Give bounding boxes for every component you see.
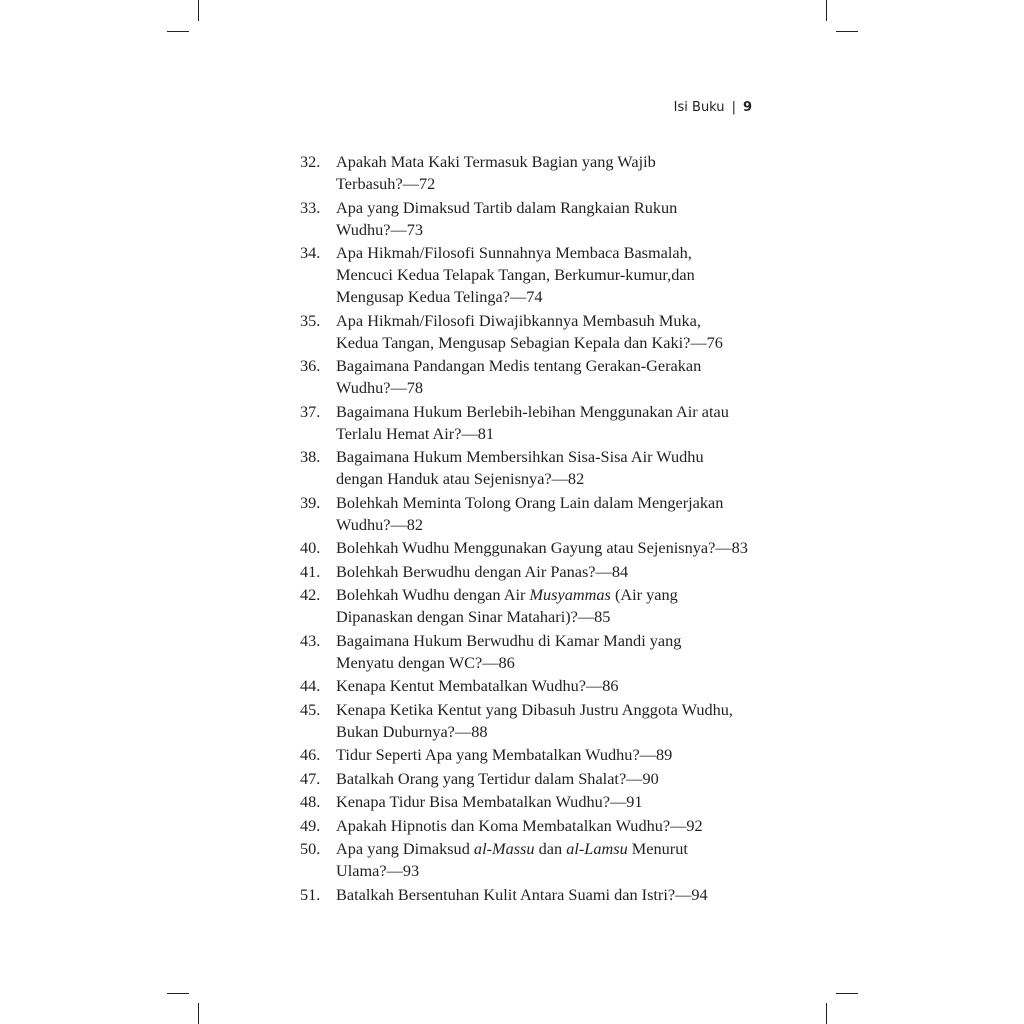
entry-title (336, 768, 770, 790)
entry-line (336, 630, 770, 652)
toc-entry (300, 744, 770, 766)
toc-entry (300, 838, 770, 882)
entry-number: 33. (300, 197, 321, 217)
entry-line (336, 286, 770, 308)
toc-entry (300, 446, 770, 490)
text-segment: Mencuci Kedua Telapak Tangan, Berkumur-kumur,dan (336, 265, 695, 284)
text-segment: Batalkah Orang yang Tertidur dalam Shalat?—90 (336, 768, 659, 788)
entry-line (336, 377, 770, 399)
text-segment: Menurut (627, 839, 688, 858)
entry-line (336, 584, 770, 606)
text-segment: Apa Hikmah/Filosofi Sunnahnya Membaca Basmalah, (336, 243, 692, 262)
entry-line (336, 791, 770, 813)
entry-line (336, 332, 770, 354)
entry-line (336, 264, 770, 286)
text-segment: Bagaimana Hukum Berlebih-lebihan Menggunakan Air atau (336, 401, 729, 421)
entry-line (336, 860, 770, 882)
entry-title (336, 197, 770, 241)
entry-line (336, 446, 770, 468)
entry-title (336, 561, 770, 583)
text-segment: Ulama?—93 (336, 861, 420, 880)
text-segment: Wudhu?—78 (336, 378, 424, 397)
entry-line (336, 173, 770, 195)
entry-line (336, 355, 770, 377)
entry-line (336, 401, 770, 423)
entry-line (336, 699, 770, 721)
entry-number: 36. (300, 356, 321, 375)
entry-line (336, 537, 770, 559)
text-segment: Tidur Seperti Apa yang Membatalkan Wudhu?—89 (336, 745, 673, 764)
text-segment: Wudhu?—73 (336, 219, 424, 239)
text-segment: Apa yang Dimaksud Tartib dalam Rangkaian Rukun (336, 197, 678, 217)
toc-entry (300, 492, 770, 536)
entry-number: 43. (300, 630, 321, 650)
entry-line (336, 197, 770, 219)
entry-title (336, 446, 770, 490)
entry-line (336, 606, 770, 628)
entry-title (336, 815, 770, 837)
text-segment: Bagaimana Pandangan Medis tentang Gerakan-Gerakan (336, 356, 702, 375)
page-number: 9 (742, 100, 752, 115)
running-header (674, 100, 752, 115)
entry-line (336, 884, 770, 906)
header-separator: | (731, 100, 736, 115)
entry-number: 32. (300, 152, 321, 171)
entry-number: 39. (300, 492, 321, 512)
entry-title (336, 791, 770, 813)
toc-entry (300, 699, 770, 743)
entry-title (336, 630, 770, 674)
text-segment: Bukan Duburnya?—88 (336, 721, 488, 741)
entry-number: 51. (300, 884, 321, 904)
entry-title (336, 401, 770, 445)
text-segment: Apakah Mata Kaki Termasuk Bagian yang Wajib (336, 152, 656, 171)
toc-entry (300, 310, 770, 354)
entry-title (336, 744, 770, 766)
entry-number: 37. (300, 401, 321, 421)
text-segment: Bagaimana Hukum Berwudhu di Kamar Mandi yang (336, 630, 682, 650)
crop-mark (836, 993, 858, 994)
text-segment: Kenapa Ketika Kentut yang Dibasuh Justru Anggota Wudhu, (336, 699, 733, 719)
italic-term: al-Lamsu (566, 839, 628, 858)
toc-entry (300, 151, 770, 195)
text-segment: (Air yang (610, 585, 678, 604)
entry-title (336, 355, 770, 399)
entry-title (336, 838, 770, 882)
text-segment: Bolehkah Wudhu Menggunakan Gayung atau Sejenisnya?—83 (336, 538, 748, 557)
text-segment: Menyatu dengan WC?—86 (336, 652, 515, 672)
text-segment: dengan Handuk atau Sejenisnya?—82 (336, 469, 585, 488)
text-segment: Wudhu?—82 (336, 514, 424, 534)
toc-entry (300, 815, 770, 837)
text-segment: Bolehkah Wudhu dengan Air (336, 585, 530, 604)
entry-number: 48. (300, 792, 321, 811)
entry-title (336, 537, 770, 559)
entry-line (336, 310, 770, 332)
toc-entry (300, 768, 770, 790)
entry-number: 35. (300, 310, 321, 330)
entry-title (336, 699, 770, 743)
entry-line (336, 815, 770, 837)
text-segment: Apa Hikmah/Filosofi Diwajibkannya Membasuh Muka, (336, 310, 701, 330)
toc-entry (300, 884, 770, 906)
text-segment: Apakah Hipnotis dan Koma Membatalkan Wudhu?—92 (336, 815, 703, 835)
entry-number: 40. (300, 538, 321, 557)
entry-number: 44. (300, 676, 321, 695)
entry-number: 34. (300, 243, 321, 262)
toc-entry (300, 630, 770, 674)
entry-line (336, 242, 770, 264)
entry-line (336, 675, 770, 697)
text-segment: Bagaimana Hukum Membersihkan Sisa-Sisa Air Wudhu (336, 447, 704, 466)
crop-mark (198, 1003, 199, 1024)
entry-number: 49. (300, 815, 321, 835)
entry-number: 46. (300, 745, 321, 764)
toc-entry (300, 584, 770, 628)
section-title: Isi Buku (673, 100, 725, 115)
entry-title (336, 884, 770, 906)
entry-title (336, 310, 770, 354)
entry-line (336, 652, 770, 674)
entry-line (336, 838, 770, 860)
entry-number: 42. (300, 585, 321, 604)
toc-entry (300, 355, 770, 399)
crop-mark (167, 993, 189, 994)
crop-mark (198, 0, 199, 21)
entry-title (336, 584, 770, 628)
entry-line (336, 768, 770, 790)
toc-entry (300, 675, 770, 697)
italic-term: al-Massu (473, 839, 535, 858)
text-segment: Terbasuh?—72 (336, 174, 436, 193)
table-of-contents (300, 151, 770, 907)
crop-mark (836, 31, 858, 32)
crop-mark (826, 1003, 827, 1024)
text-segment: Dipanaskan dengan Sinar Matahari)?—85 (336, 607, 611, 626)
entry-line (336, 423, 770, 445)
entry-line (336, 514, 770, 536)
text-segment: Bolehkah Berwudhu dengan Air Panas?—84 (336, 561, 629, 581)
entry-line (336, 561, 770, 583)
entry-number: 50. (300, 839, 321, 858)
entry-line (336, 744, 770, 766)
italic-term: Musyammas (529, 585, 611, 604)
entry-line (336, 468, 770, 490)
entry-title (336, 242, 770, 308)
crop-mark (826, 0, 827, 21)
entry-title (336, 151, 770, 195)
entry-number: 47. (300, 768, 321, 788)
crop-mark (167, 31, 189, 32)
toc-entry (300, 537, 770, 559)
text-segment: dan (534, 839, 567, 858)
text-segment: Batalkah Bersentuhan Kulit Antara Suami dan Istri?—94 (336, 884, 708, 904)
toc-entry (300, 561, 770, 583)
text-segment: Kedua Tangan, Mengusap Sebagian Kepala dan Kaki?—76 (336, 332, 723, 352)
entry-title (336, 492, 770, 536)
text-segment: Kenapa Kentut Membatalkan Wudhu?—86 (336, 676, 619, 695)
entry-title (336, 675, 770, 697)
entry-line (336, 721, 770, 743)
entry-number: 45. (300, 699, 321, 719)
text-segment: Apa yang Dimaksud (336, 839, 474, 858)
entry-number: 38. (300, 447, 321, 466)
toc-entry (300, 197, 770, 241)
toc-entry (300, 242, 770, 308)
entry-line (336, 219, 770, 241)
entry-number: 41. (300, 561, 321, 581)
entry-line (336, 151, 770, 173)
text-segment: Bolehkah Meminta Tolong Orang Lain dalam Mengerjakan (336, 492, 724, 512)
text-segment: Terlalu Hemat Air?—81 (336, 423, 495, 443)
toc-entry (300, 401, 770, 445)
entry-line (336, 492, 770, 514)
toc-entry (300, 791, 770, 813)
text-segment: Mengusap Kedua Telinga?—74 (336, 287, 543, 306)
text-segment: Kenapa Tidur Bisa Membatalkan Wudhu?—91 (336, 792, 643, 811)
